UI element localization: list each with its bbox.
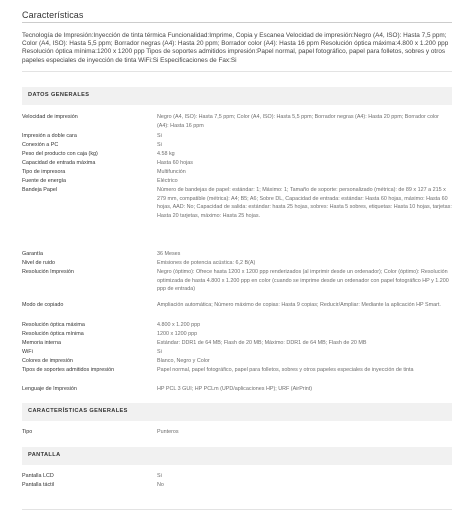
spec-value: 4.800 x 1.200 ppp — [157, 322, 201, 328]
spec-key: Tipos de soportes admitidos impresión — [22, 367, 115, 373]
spec-value: Estándar: DDR1 de 64 MB; Flash de 20 MB; Máximo: DDR1 de 64 MB; Flash de 20 MB — [157, 340, 367, 346]
spec-value: Emisiones de potencia acústica: 6,2 B(A) — [157, 260, 256, 266]
spec-value: Ampliación automática; Número máximo de copias: Hasta 9 copias; Reducir/Ampliar: Mediante la aplicación HP Smart. — [157, 302, 441, 308]
spec-key: Memoria interna — [22, 340, 61, 346]
spec-value: Negro (óptimo): Ofrece hasta 1200 x 1200 ppp renderizados (al imprimir desde un ordenador); Color (óptimo): Resolución optimizada de hasta 4.800 x 1.200 ppp en color (cuando se imprime desde un ordenador con papel fotográfico HP y 1.200 ppp de entrada) — [157, 269, 449, 293]
spec-value: 4.58 kg — [157, 151, 175, 157]
spec-key: Resolución óptica máxima — [22, 322, 85, 328]
spec-value: 1200 x 1200 ppp — [157, 331, 198, 337]
spec-key: Tipo — [22, 429, 33, 435]
spec-key: Resolución Impresión — [22, 269, 74, 275]
bottom-divider — [22, 509, 452, 510]
section-header-general — [22, 87, 452, 105]
spec-value: Punteros — [157, 429, 179, 435]
spec-key: Pantalla táctil — [22, 482, 55, 488]
spec-key: Bandeja Papel — [22, 187, 58, 193]
spec-key: Impresión a doble cara — [22, 133, 77, 139]
spec-key: Capacidad de entrada máxima — [22, 160, 96, 166]
section-title-features: CARACTERÍSTICAS GENERALES — [28, 408, 128, 414]
spec-value: Si — [157, 142, 162, 148]
spec-value: Papel normal, papel fotográfico, papel para folletos, sobres y otros papeles especiales de inyección de tinta — [157, 367, 414, 373]
spec-value: Hasta 60 hojas — [157, 160, 193, 166]
spec-value: 36 Meses — [157, 251, 181, 257]
spec-value: Si — [157, 473, 162, 479]
section-title-screen: PANTALLA — [28, 452, 61, 458]
spec-key: Nivel de ruido — [22, 260, 55, 266]
spec-key: Fuente de energía — [22, 178, 67, 184]
spec-key: Pantalla LCD — [22, 473, 54, 479]
spec-key: Velocidad de impresión — [22, 114, 78, 120]
spec-value: Si — [157, 349, 162, 355]
spec-key: Tipo de impresora — [22, 169, 66, 175]
spec-key: Modo de copiado — [22, 302, 64, 308]
section-header-features — [22, 403, 452, 421]
spec-key: Conexión a PC — [22, 142, 59, 148]
spec-value: No — [157, 482, 164, 488]
section-header-screen — [22, 447, 452, 465]
title-divider — [22, 22, 452, 23]
spec-value: Multifunción — [157, 169, 186, 175]
page-title: Características — [22, 10, 84, 20]
spec-key: WiFi — [22, 349, 33, 355]
summary-divider — [22, 71, 452, 72]
spec-value: Si — [157, 133, 162, 139]
spec-key: Colores de impresión — [22, 358, 73, 364]
spec-key: Resolución óptica mínima — [22, 331, 84, 337]
summary-paragraph: Tecnología de Impresión:Inyección de tinta térmica Funcionalidad:Imprime, Copia y Escanea Velocidad de impresión:Negro (A4, ISO): Hasta 7,5 ppm; Color (A4, ISO): Hasta 5,5 ppm; Borrador negras (A4): Hasta 20 ppm; Borrador color (A4): Hasta 16 ppm Resolución óptica máxima:4.800 x 1.200 ppp Resolución óptica mínima:1200 x 1200 ppp Tipos de soportes admitidos impresión:Papel normal, papel fotográfico, papel para folletos, sobres y otros papeles especiales de inyección de tinta WiFi:Si Especificaciones de Fax:Si — [22, 32, 449, 64]
spec-key: Lenguaje de Impresión — [22, 386, 77, 392]
spec-value: Eléctrico — [157, 178, 178, 184]
spec-value: HP PCL 3 GUI; HP PCLm (UPD/aplicaciones HP); URF (AirPrint) — [157, 386, 313, 392]
spec-value: Negro (A4, ISO): Hasta 7,5 ppm; Color (A4, ISO): Hasta 5,5 ppm; Borrador negras (A4): Hasta 20 ppm; Borrador color (A4): Hasta 16 ppm — [157, 114, 439, 129]
spec-key: Garantía — [22, 251, 43, 257]
spec-value: Número de bandejas de papel: estándar: 1; Máximo: 1; Tamaño de soporte: personalizado (métrica): de 89 x 127 a 215 x 279 mm, compatible (métrica): A4; B5; A6; Sobre DL, Capacidad de entrada: estándar: Hasta 60 hojas, máximo: Hasta 60 hojas, AAD: No; Capacidad de salida: estándar: hasta 25 hojas, sobres: Hasta 5 sobres, etiquetas: Hasta 10 hojas, tarjetas: Hasta 20 tarjetas, máximo: Hasta 25 hojas. — [157, 187, 452, 220]
spec-key: Peso del producto con caja (kg) — [22, 151, 98, 157]
section-title-general: DATOS GENERALES — [28, 92, 90, 98]
spec-value: Blanco, Negro y Color — [157, 358, 210, 364]
